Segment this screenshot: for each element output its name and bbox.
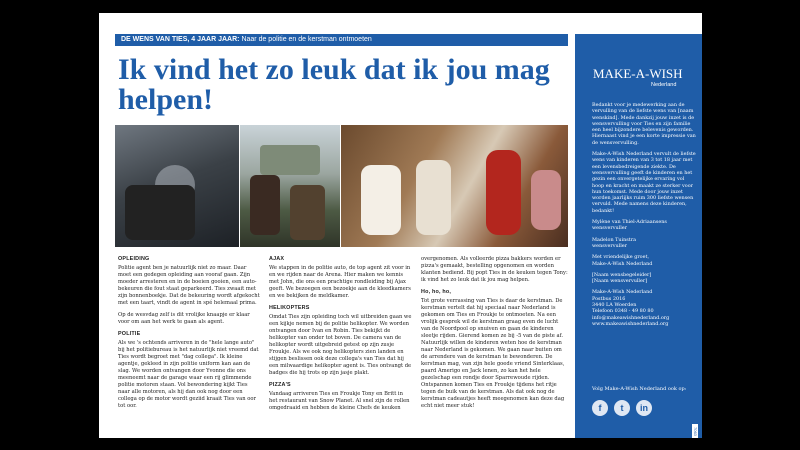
section-heading-ajax: AJAX [269, 256, 285, 262]
sidebar-signature: Madelon Tuinstra wensvervuller [592, 236, 637, 249]
paragraph: We stappen in de politie auto, de top agent zit voor in en we rijden naar de Arena. Hier maken we kennis met John, die ons een prachtige rondleiding bij Ajax geeft. We bezoegen een bezoekje aan de kleedkamers en we bekijken de meldkamer. [269, 265, 411, 299]
section-heading-opleiding: OPLEIDING [118, 256, 150, 262]
sidebar-placeholders: [Naam wensbegeleider] [Naam wensvervuller] [592, 271, 652, 285]
paragraph: Als we 's ochtends arriveren in de "hele lange auto" bij het politiebureau is het natuurlijk niet vreemd dat Ties wordt begroet met "dag collega". Ik kleine agentje, gekleed in zijn politie uniform kan aan de slag. We worden ontvangen door Yvonne die ons meeneemt naar de garage waar een rij glimmende politie motoren staan. Vol bewondering kijkt Ties naar alle motoren, als hij dan ook nog door een collega op de motor wordt geziid kraait Ties van oor tot oor. [118, 340, 259, 409]
paragraph: Politie agent ben je natuurlijk niet zo maar. Daar moet een gedegen opleiding aan vooraf gaan. Zijn moeder arresteren en in de boeien gooien, een auto-bekeuren die fout staat geparkeerd. Ties zwaait met zijn bonnenboekje. Dat de bekeuring wordt afgekocht met een taart, vindt de agent in spé helemaal prima. [118, 265, 260, 306]
article-column-3 [421, 256, 568, 415]
section-heading-politie: POLITIE [118, 331, 141, 337]
photo-pizza-and-santa [341, 125, 568, 247]
sidebar [575, 34, 702, 438]
sidebar-address: Make-A-Wish Nederland Postbus 2016 3440 LA Woerden Telefoon 0348 - 49 80 80 info@makeawishnederland.org www.makeawishnederland.org [592, 289, 670, 327]
brochure-page [99, 13, 702, 438]
page-title: Ik vind het zo leuk dat ik jou mag helpen! [118, 53, 550, 116]
paragraph: Vandaag arriveren Ties en Froukje Tony en Britt in het restaurant van Snow Planet. Al snel zijn de rollen omgedraaid en hebben de kleine Chefs de keuken [269, 391, 410, 411]
logo-text: MAKE-A-WISH [593, 66, 683, 81]
sidebar-paragraph: Make-A-Wish Nederland vervult de liefste wens van kinderen van 3 tot 18 jaar met een levensbedreigende ziekte. De wensvervulling geeft de kinderen en het gezin een onvergetelijke ervaring vol hoop en kracht en maakt ze sterker voor hun toekomst. Mede door jouw inzet worden jaarlijks ruim 300 liefste wensen vervuld. Mede namens deze kinderen, bedankt! [592, 151, 696, 214]
article-column-2 [269, 256, 412, 417]
sidebar-greeting: Met vriendelijke groet, Make-A-Wish Nederland [592, 254, 653, 267]
header-bar [115, 34, 568, 46]
sidebar-paragraph: Bedankt voor je medewerking aan de vervulling van de liefste wens van [naam wenskind]. Mede dankzij jouw inzet is de wensvervulling voor Ties en zijn familie een heel bijzondere belevenis geworden. Hiernaast vind je een korte impressie van de wensvervulling. [592, 102, 696, 146]
sidebar-signature: Mylène van Thiel-Adriaansens wensvervuller [592, 219, 667, 232]
make-a-wish-logo [593, 66, 697, 82]
photo-helicopter-visit [240, 125, 340, 247]
photo-police-car [115, 125, 239, 247]
article-column-1 [118, 256, 261, 415]
page-number: 7063 [692, 424, 698, 438]
section-heading-pizzas: PIZZA'S [269, 382, 291, 388]
paragraph: Op de wesvdag zelf is dit vrolijke knaapje er klaar voor om aan het werk te gaan als agent. [118, 312, 250, 325]
paragraph: Tot grote verrassing van Ties is daar de kerstman. De kerstman vertelt dat hij speciaal naar Nederland is gekomen om Ties en Froukje te ontmoeten. Na een vrolijk gesprek wil de kerstman graag even de lucht van de Noordpool op snuiven en gaan de kinderen sleetje rijden. Gierend komen ze bij -5 van de piste af. Natuurlijk willen de kinderen weten hoe de kerstman naar Nederland is gekomen. We gaan naar buiten om de arrendere van de kerstman te bewonderen. De kerstman mag, van zijn hele goede vriend Sinterklaas, paard Amerigo en Jack lenen, zo kan het hele gezelschap een rondje door Sparrewoude rijden. Ontspannen komen Ties en Froukje tijdens het ritje tegen de buik van de kerstman. Als dat ook nog de kerstman cadeautjes heeft meegenomen kan deze dag echt niet meer stuk! [421, 298, 565, 409]
section-heading-helikopters: HELIKOPTERS [269, 305, 310, 311]
twitter-icon[interactable]: t [614, 400, 630, 416]
paragraph: overgenomen. Als volleerde pizza bakkers worden er pizza's gemaakt, bestelling opgenomen en worden klanten bediend. Bij popt Ties in de keuken tegen Tony: ik vind het zo leuk dat ik jou mag helpen. [421, 256, 568, 283]
section-heading-ho-ho-ho: Ho, ho, ho, [421, 289, 452, 295]
paragraph: Omdat Ties zijn opleiding toch wil uitbreiden gaan we een kijkje nemen bij de politie helikopter. We worden ontvangen door Ivan en Robin. Ties bekijkt de helikopter van onder tot boven. De camera van de helikopter wordt uitgebreid getest op zijn zusje Froukje. Als we ook nog helikopters zien landen en stijgen beslissen ook deze collega's van Ties dat hij een milwaardige helikopter agent is. Ties ontvangt de badges die hij trots op zijn jasje plakt. [269, 314, 412, 376]
header-kicker: DE WENS VAN TIES, 4 JAAR JAAR: [121, 36, 240, 43]
header-subtitle: Naar de politie en de kerstman ontmoeten [241, 36, 372, 43]
linkedin-icon[interactable]: in [636, 400, 652, 416]
facebook-icon[interactable]: f [592, 400, 608, 416]
social-label: Volg Make-A-Wish Nederland ook op: [592, 386, 687, 392]
logo-subtitle: Nederland [651, 82, 677, 88]
sidebar-text [592, 102, 698, 332]
